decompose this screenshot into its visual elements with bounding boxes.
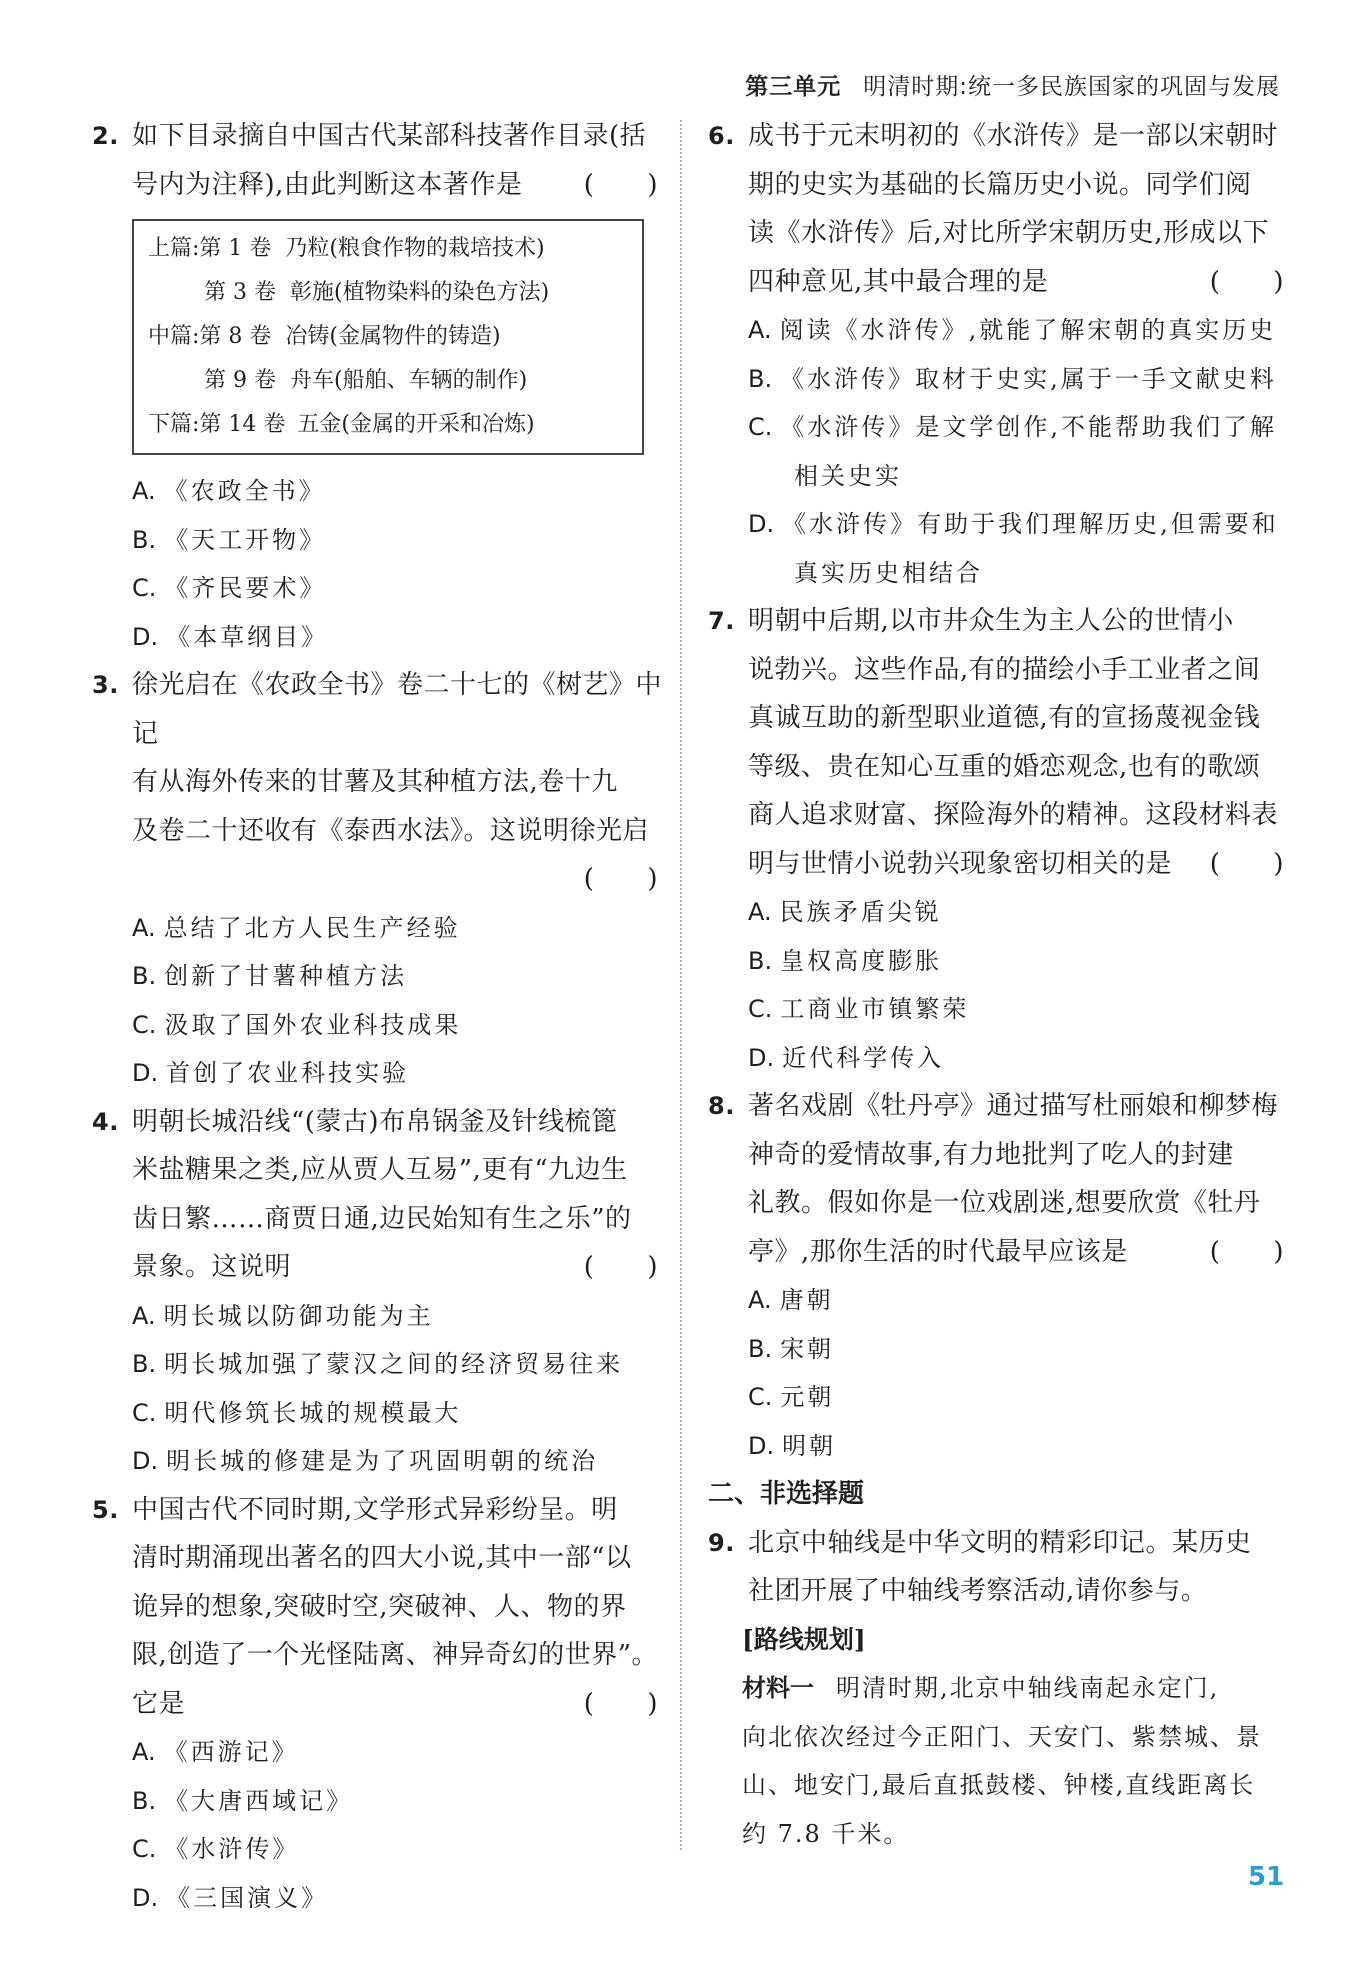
option-a[interactable]: A. 唐朝 (748, 1286, 834, 1314)
option-c[interactable]: C. 汲取了国外农业科技成果 (132, 1010, 462, 1039)
option-d[interactable]: D. 明朝 (748, 1431, 837, 1460)
question-8: 8. 著名戏剧《牡丹亭》通过描写杜丽娘和柳梦梅 神奇的爱情故事,有力地批判了吃人的封建 礼教。假如你是一位戏剧迷,想要欣赏《牡丹 亭》,那你生活的时代最早应该是 ( ) (708, 1082, 1288, 1276)
answer-bracket: ( ) (1209, 1236, 1284, 1267)
catalog-row: 上篇:第 1 卷 乃粒(粮食作物的栽培技术) (148, 236, 545, 261)
option-d[interactable]: D. 首创了农业科技实验 (132, 1059, 410, 1087)
option-c[interactable]: C. 元朝 (748, 1383, 835, 1411)
catalog-row: 第 3 卷 彰施(植物染料的染色方法) (204, 280, 550, 305)
catalog-row: 下篇:第 14 卷 五金(金属的开采和冶炼) (148, 412, 535, 437)
option-c[interactable]: C. 《水浒传》 (132, 1835, 300, 1863)
unit-title: 明清时期:统一多民族国家的巩固与发展 (863, 74, 1280, 100)
answer-bracket: ( ) (1209, 848, 1284, 879)
catalog-row: 第 9 卷 舟车(船舶、车辆的制作) (204, 368, 528, 393)
question-number: 4. (92, 1107, 119, 1136)
option-d[interactable]: D. 《本草纲目》 (132, 622, 329, 651)
answer-bracket: ( ) (583, 864, 658, 894)
question-number: 7. (708, 607, 735, 635)
option-d[interactable]: D. 《水浒传》有助于我们理解历史,但需要和真实历史相结合 (748, 510, 1279, 587)
page-number: 51 (1248, 1862, 1285, 1892)
right-column (708, 112, 1288, 1858)
option-b[interactable]: B. 皇权高度膨胀 (748, 946, 943, 975)
page-header (745, 68, 1280, 101)
sub-heading: [路线规划] (742, 1624, 866, 1654)
option-c[interactable]: C. 明代修筑长城的规模最大 (132, 1398, 462, 1427)
option-d[interactable]: D. 《三国演义》 (132, 1883, 329, 1912)
answer-bracket: ( ) (1209, 266, 1284, 297)
option-b[interactable]: B. 《水浒传》取材于史实,属于一手文献史料 (748, 364, 1277, 393)
option-a[interactable]: A. 阅读《水浒传》,就能了解宋朝的真实历史 (748, 316, 1277, 344)
catalog-row: 中篇:第 8 卷 冶铸(金属物件的铸造) (148, 324, 501, 349)
option-c[interactable]: C. 《齐民要术》 (132, 574, 327, 602)
answer-bracket: ( ) (583, 169, 658, 200)
question-4: 4. 明朝长城沿线“(蒙古)布帛锅釜及针线梳篦 米盐糖果之类,应从贾人互易”,更有“九边生 齿日繁……商贾日通,边民始知有生之乐”的 景象。这说明 ( ) (92, 1098, 662, 1292)
answer-bracket: ( ) (583, 1252, 658, 1282)
question-number: 9. (708, 1528, 735, 1557)
option-a[interactable]: A. 《农政全书》 (132, 477, 326, 505)
question-2 (92, 112, 662, 209)
option-a[interactable]: A. 总结了北方人民生产经验 (132, 913, 461, 942)
option-b[interactable]: B. 《天工开物》 (132, 525, 327, 554)
answer-bracket: ( ) (583, 1688, 658, 1719)
option-c[interactable]: C. 工商业市镇繁荣 (748, 995, 970, 1023)
question-number: 2. (92, 122, 119, 150)
question-6: 6. 成书于元末明初的《水浒传》是一部以宋朝时 期的史实为基础的长篇历史小说。同学们阅 读《水浒传》后,对比所学宋朝历史,形成以下 四种意见,其中最合理的是 ( ) (708, 112, 1288, 306)
question-7: 7. 明朝中后期,以市井众生为主人公的世情小 说勃兴。这些作品,有的描绘小手工业者之间 真诚互助的新型职业道德,有的宣扬蔑视金钱 等级、贵在知心互重的婚恋观念,也有的歌颂 商人追求财富、探险海外的精神。这段材料表 明与世情小说勃兴现象密切相关的是 ( ) (708, 597, 1288, 888)
material-label: 材料一 (742, 1673, 814, 1702)
question-number: 5. (92, 1495, 119, 1524)
option-d[interactable]: D. 明长城的修建是为了巩固明朝的统治 (132, 1447, 599, 1475)
question-9: 9. 北京中轴线是中华文明的精彩印记。某历史 社团开展了中轴线考察活动,请你参与。 (708, 1519, 1288, 1616)
option-a[interactable]: A. 民族矛盾尖锐 (748, 898, 942, 926)
option-b[interactable]: B. 《大唐西域记》 (132, 1786, 354, 1815)
column-divider (680, 120, 682, 1850)
option-d[interactable]: D. 近代科学传入 (748, 1043, 945, 1072)
option-a[interactable]: A. 明长城以防御功能为主 (132, 1301, 434, 1330)
option-c[interactable]: C. 《水浒传》是文学创作,不能帮助我们了解相关史实 (748, 413, 1278, 490)
unit-label: 第三单元 (745, 74, 842, 100)
material-one: 材料一 明清时期,北京中轴线南起永定门, 向北依次经过今正阳门、天安门、紫禁城、景 山、地安门,最后直抵鼓楼、钟楼,直线距离长 约 7.8 千米。 (742, 1673, 1262, 1848)
question-stem: 如下目录摘自中国古代某部科技著作目录(括 (132, 121, 647, 151)
left-column (92, 112, 662, 1922)
question-number: 3. (92, 671, 119, 699)
question-number: 8. (708, 1092, 735, 1120)
question-3: 3. 徐光启在《农政全书》卷二十七的《树艺》中记 有从海外传来的甘薯及其种植方法,卷十九 及卷二十还收有《泰西水法》。这说明徐光启 ( ) (92, 661, 662, 904)
catalog-box (132, 219, 644, 455)
option-b[interactable]: B. 明长城加强了蒙汉之间的经济贸易往来 (132, 1350, 624, 1378)
question-5: 5. 中国古代不同时期,文学形式异彩纷呈。明 清时期涌现出著名的四大小说,其中一部“以 诡异的想象,突破时空,突破神、人、物的界 限,创造了一个光怪陆离、神异奇幻的世界”。 它是 ( ) (92, 1486, 662, 1729)
section-heading: 二、非选择题 (708, 1479, 865, 1509)
option-b[interactable]: B. 创新了甘薯种植方法 (132, 962, 408, 990)
option-b[interactable]: B. 宋朝 (748, 1334, 835, 1363)
question-stem: 号内为注释),由此判断这本著作是 (132, 169, 523, 200)
option-a[interactable]: A. 《西游记》 (132, 1738, 299, 1766)
question-number: 6. (708, 122, 735, 150)
